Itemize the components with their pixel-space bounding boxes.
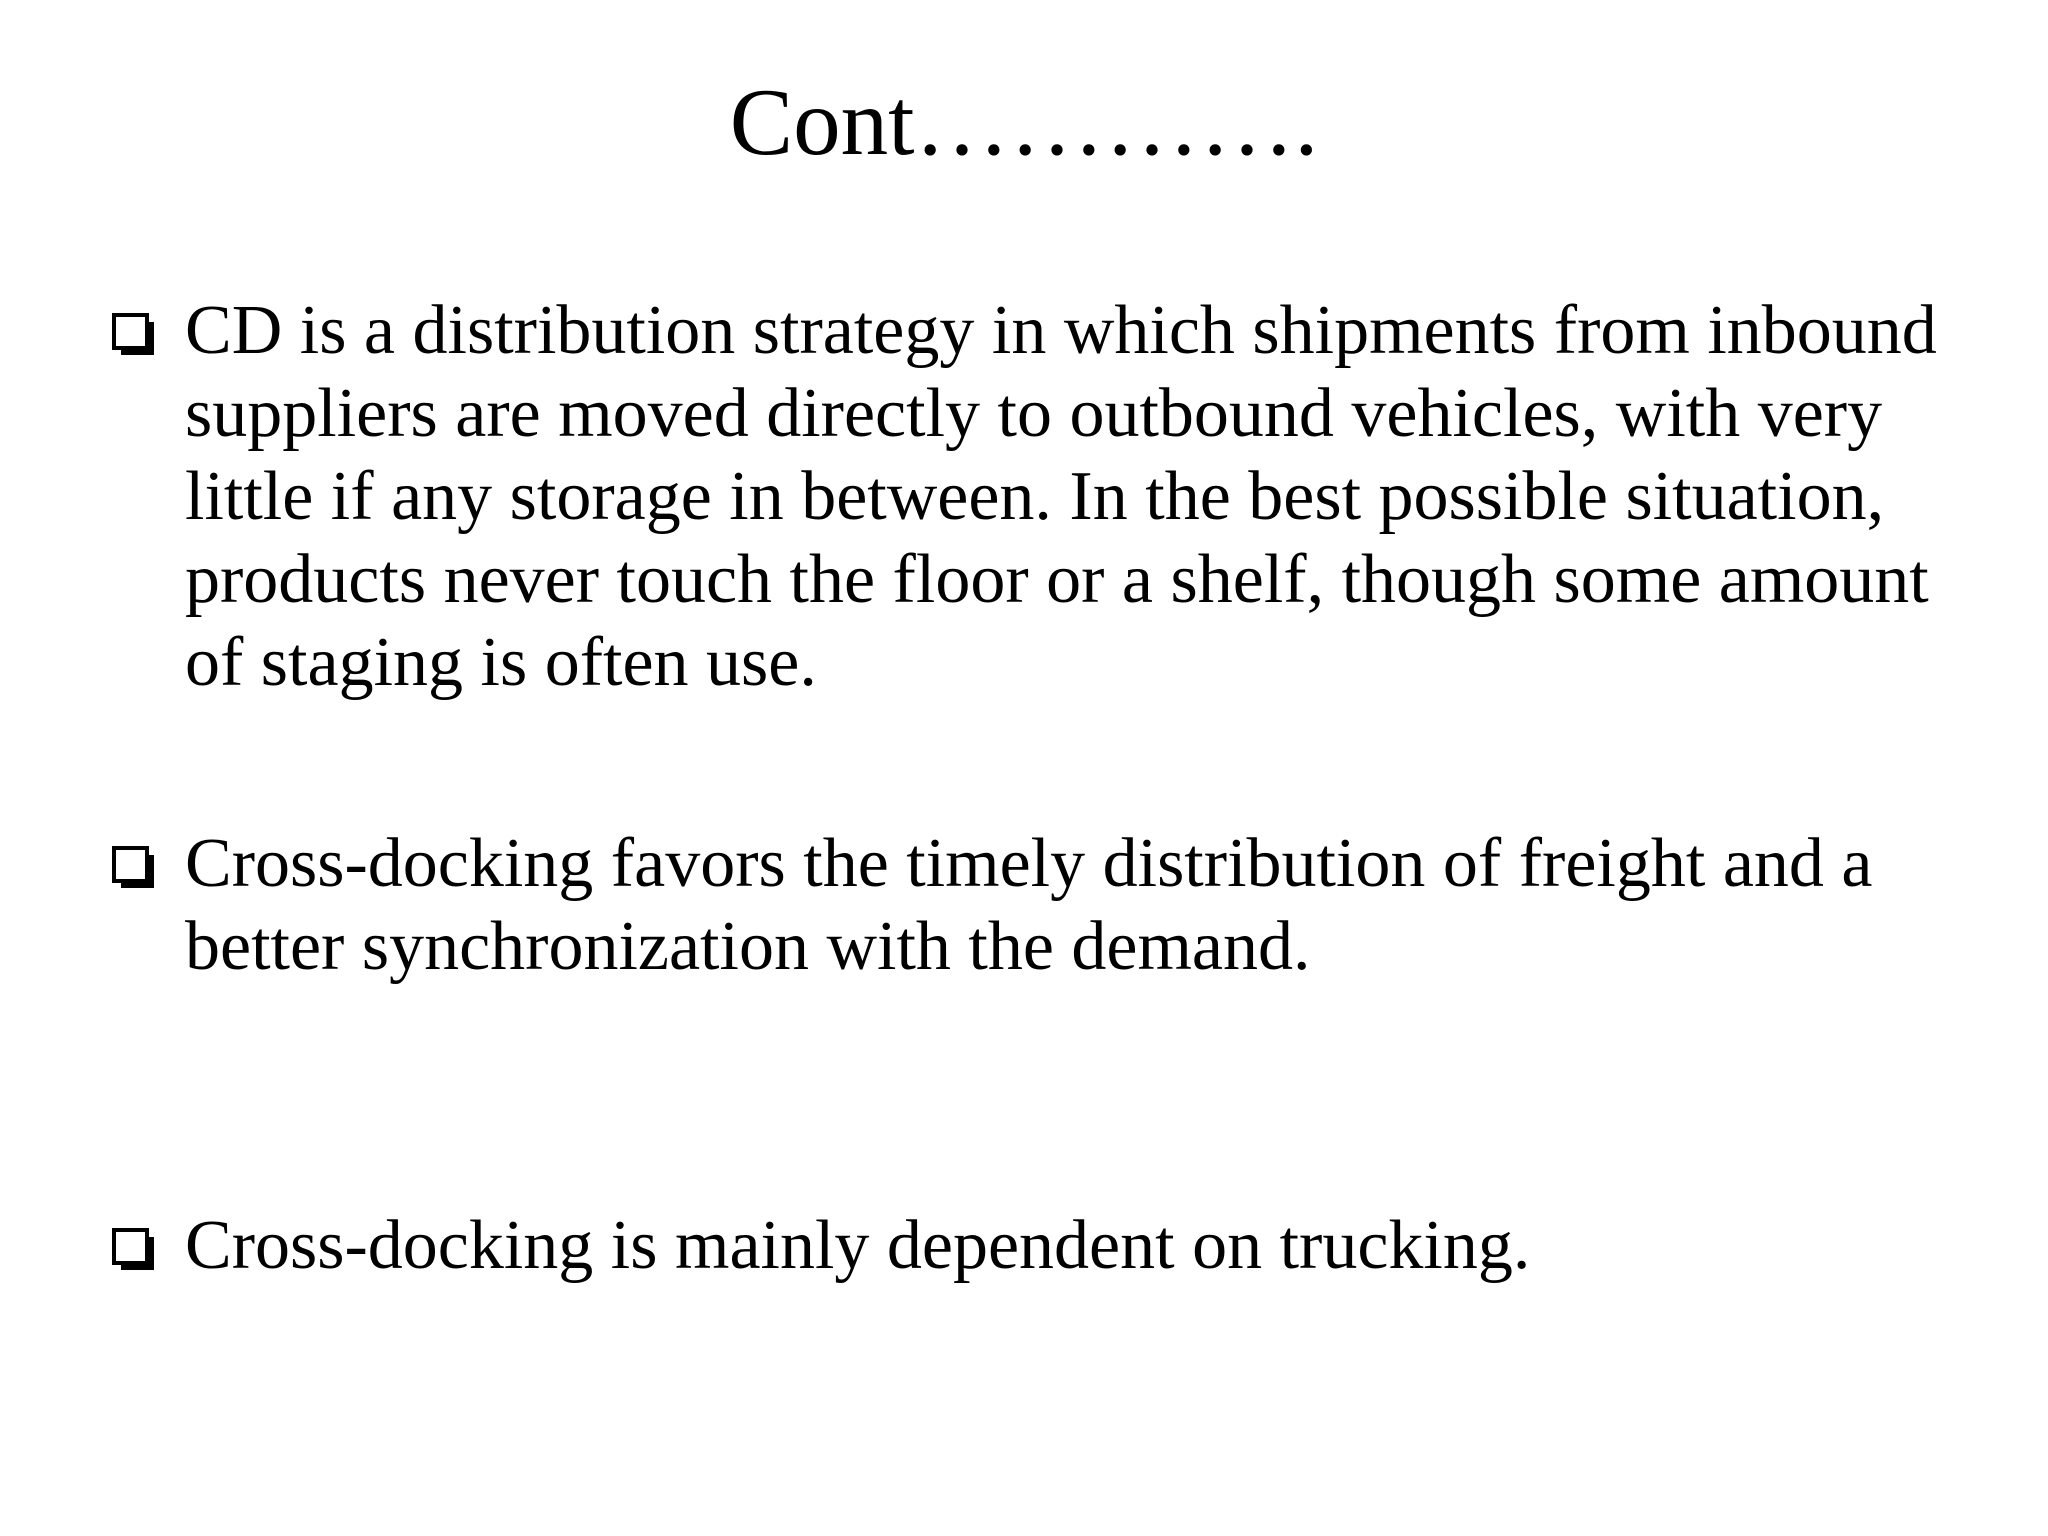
checkbox-square-icon — [112, 313, 156, 357]
bullet-item — [112, 822, 1962, 988]
checkbox-square-icon — [112, 1228, 156, 1272]
slide-title: Cont…………. — [729, 69, 1319, 175]
bullet-item — [112, 1204, 1962, 1287]
bullet-text: CD is a distribution strategy in which shipments from inbound suppliers are moved directly to outbound vehicles, with very little if any storage in between. In the best possible situation, products never touch the floor or a shelf, though some amount of staging is often use. — [185, 292, 1937, 701]
bullet-text: Cross-docking favors the timely distribution of freight and a better synchronization with the demand. — [185, 825, 1873, 985]
bullet-item — [112, 289, 1962, 704]
bullet-text: Cross-docking is mainly dependent on trucking. — [185, 1207, 1531, 1284]
checkbox-square-icon — [112, 846, 156, 890]
